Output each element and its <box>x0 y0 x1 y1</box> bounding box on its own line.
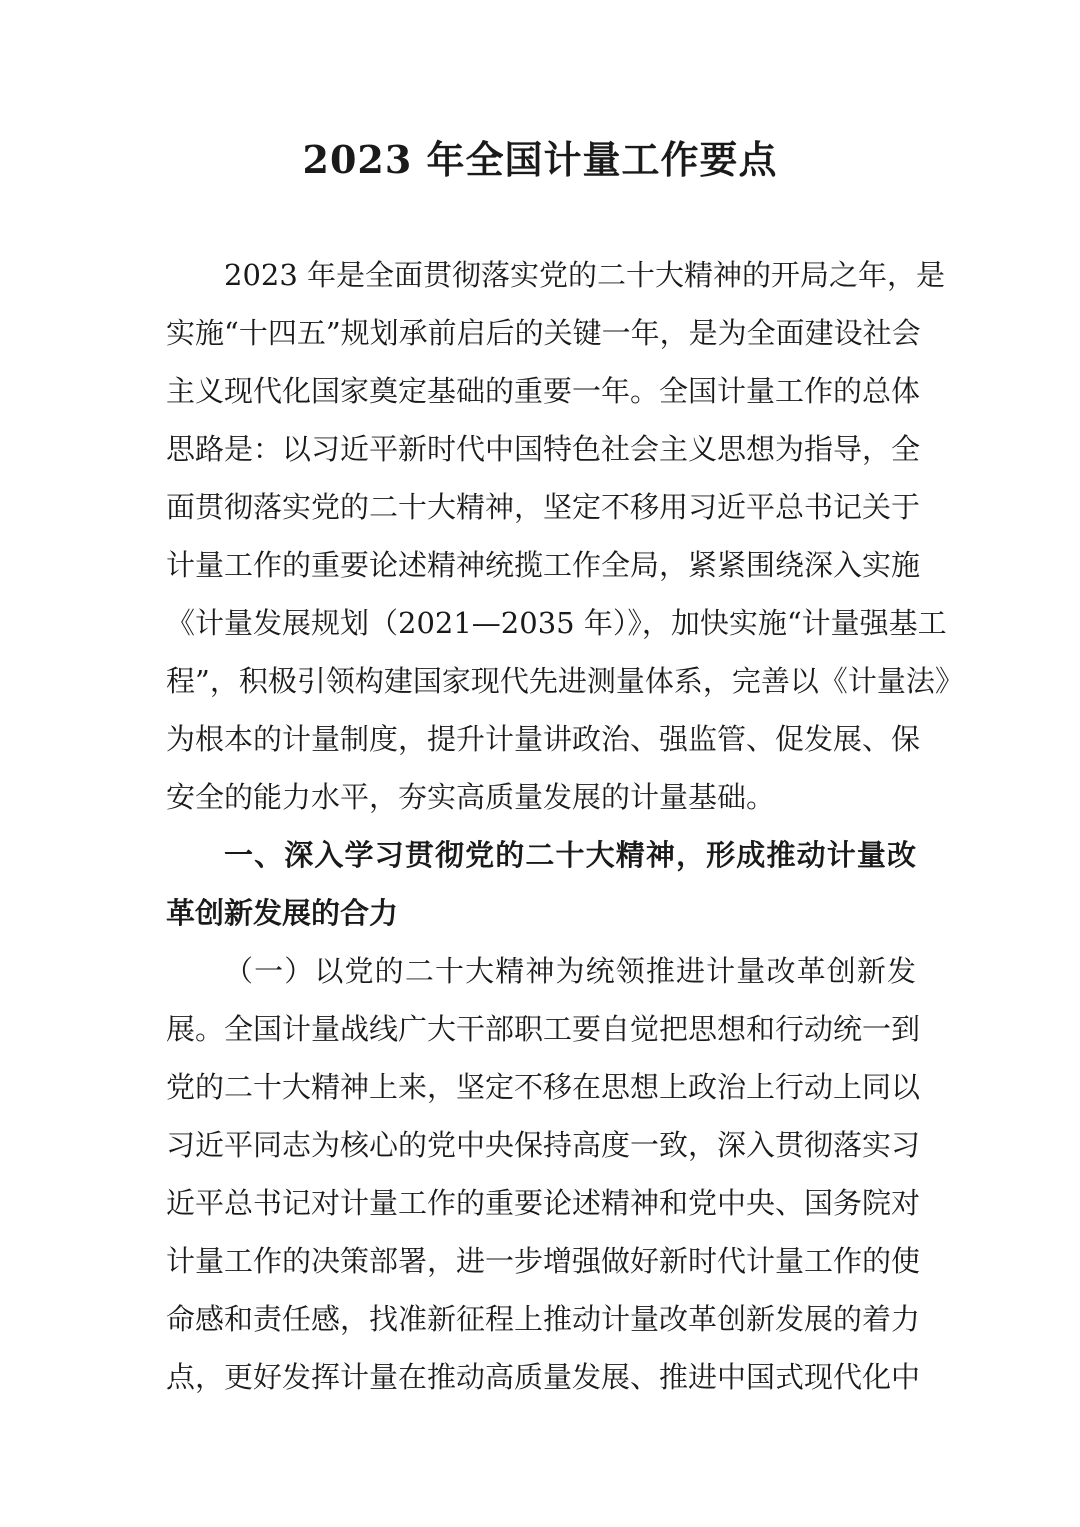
paragraph-line: 点，更好发挥计量在推动高质量发展、推进中国式现代化中 <box>166 1360 921 1394</box>
paragraph-line: 安全的能力水平，夯实高质量发展的计量基础。 <box>166 780 776 814</box>
paragraph-line: 程”，积极引领构建国家现代先进测量体系，完善以《计量法》 <box>166 664 964 698</box>
paragraph-line: 为根本的计量制度，提升计量讲政治、强监管、促发展、保 <box>166 722 921 756</box>
paragraph-line: 2023 年是全面贯彻落实党的二十大精神的开局之年，是 <box>224 258 946 292</box>
paragraph-line: 实施“十四五”规划承前启后的关键一年，是为全面建设社会 <box>166 316 921 350</box>
paragraph-line: 面贯彻落实党的二十大精神，坚定不移用习近平总书记关于 <box>166 490 921 524</box>
document-title: 2023 年全国计量工作要点 <box>302 137 778 182</box>
paragraph-line: 《计量发展规划（2021—2035 年）》，加快实施“计量强基工 <box>166 606 947 640</box>
intro-paragraph <box>166 246 964 826</box>
section-heading <box>166 826 916 942</box>
paragraph-line: 近平总书记对计量工作的重要论述精神和党中央、国务院对 <box>166 1186 921 1220</box>
paragraph-line: 计量工作的决策部署，进一步增强做好新时代计量工作的使 <box>166 1244 921 1278</box>
paragraph-line: 思路是：以习近平新时代中国特色社会主义思想为指导，全 <box>166 432 921 466</box>
paragraph-line: 计量工作的重要论述精神统揽工作全局，紧紧围绕深入实施 <box>166 548 921 582</box>
paragraph-line: 命感和责任感，找准新征程上推动计量改革创新发展的着力 <box>166 1302 921 1336</box>
section-item-paragraph <box>166 942 921 1406</box>
paragraph-line: 党的二十大精神上来，坚定不移在思想上政治上行动上同以 <box>166 1070 921 1104</box>
paragraph-line: 主义现代化国家奠定基础的重要一年。全国计量工作的总体 <box>166 374 921 408</box>
paragraph-line: 展。全国计量战线广大干部职工要自觉把思想和行动统一到 <box>166 1012 921 1046</box>
document-body <box>166 246 964 1406</box>
paragraph-line: 习近平同志为核心的党中央保持高度一致，深入贯彻落实习 <box>166 1128 921 1162</box>
heading-line: 革创新发展的合力 <box>166 896 399 930</box>
heading-line: 一、深入学习贯彻党的二十大精神，形成推动计量改 <box>224 838 916 872</box>
paragraph-line: （一）以党的二十大精神为统领推进计量改革创新发 <box>224 954 916 988</box>
